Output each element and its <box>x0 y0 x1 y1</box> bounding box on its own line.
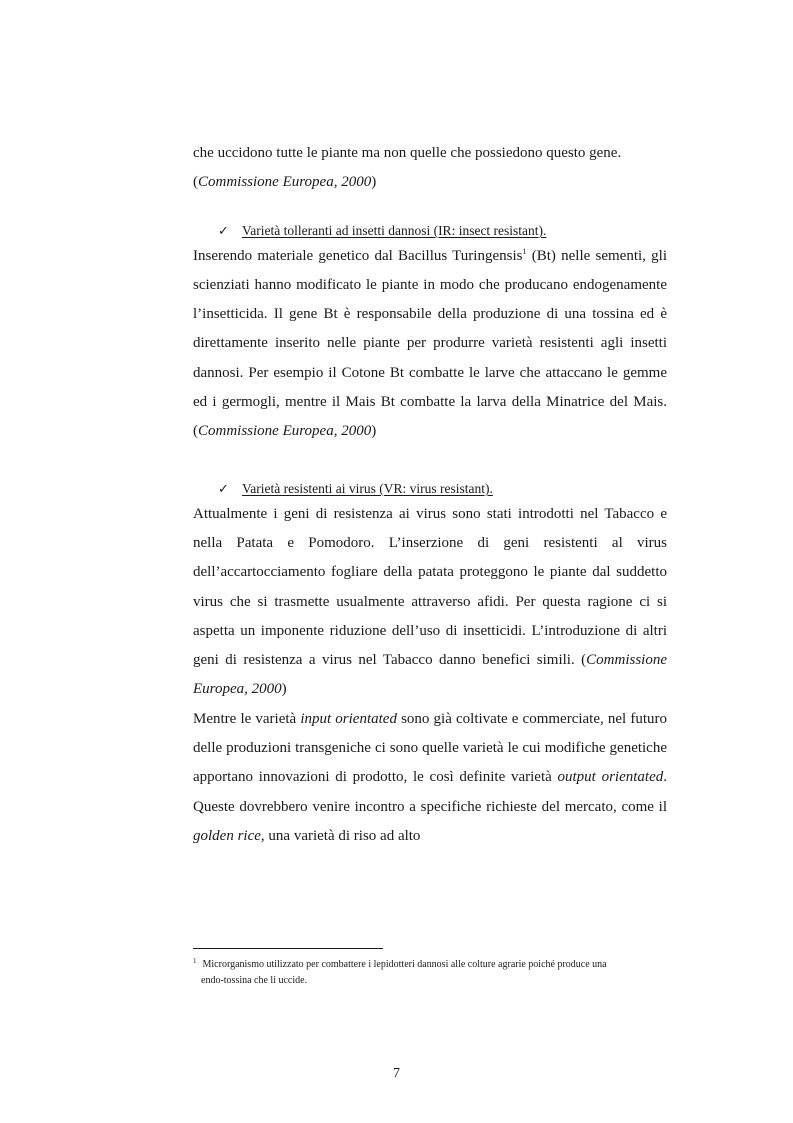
footnote <box>193 957 667 988</box>
heading-label: Varietà tolleranti ad insetti dannosi (IR: insect resistant). <box>242 222 547 238</box>
citation: Commissione Europea, 2000 <box>193 652 667 698</box>
paragraph-output-orientated: Mentre le varietà input orientated sono già coltivate e commerciate, nel futuro delle produzioni transgeniche ci sono quelle varietà le cui modifiche genetiche apportano innovazioni di prodotto, le così definite varietà output orientated. Queste dovrebbero venire incontro a specifiche richieste del mercato, come il golden rice, una varietà di riso ad alto <box>193 710 667 844</box>
footnote-text-line1: Microrganismo utilizzato per combattere i lepidotteri dannosi alle colture agrarie poiché produce una <box>202 959 607 970</box>
checkmark-icon: ✓ <box>218 222 229 238</box>
footnote-number: 1 <box>193 956 197 965</box>
page-body <box>193 139 667 851</box>
paragraph-virus-resistant: Attualmente i geni di resistenza ai virus sono stati introdotti nel Tabacco e nella Patata e Pomodoro. L’inserzione di geni resistenti al virus dell’accartocciamento fogliare della patata proteggono le piante dal suddetto virus che si trasmette usualmente attraverso afidi. Per questa ragione ci si aspetta un imponente riduzione dell’uso di insetticidi. L’introduzione di altri geni di resistenza a virus nel Tabacco danno benefici simili. (Commissione Europea, 2000) <box>193 505 667 698</box>
page-number: 7 <box>393 1066 400 1081</box>
paragraph-insect-resistant: Inserendo materiale genetico dal Bacillus Turingensis$^1$ (Bt) nelle sementi, gli scienziati hanno modificato le piante in modo che producano endogenamente l’insetticida. Il gene Bt è responsabile della produzione di una tossina ed è direttamente inserito nelle piante per produrre varietà resistenti agli insetti dannosi. Per esempio il Cotone Bt combatte le larve che attaccano le gemme ed i germogli, mentre il Mais Bt combatte la larva della Minatrice del Mais. (Commissione Europea, 2000) <box>193 246 667 440</box>
footnote-divider <box>193 948 383 949</box>
checkmark-icon: ✓ <box>218 480 229 496</box>
footnote-reference: 1 <box>522 246 527 256</box>
footnote-text-line2: endo-tossina che li uccide. <box>201 974 308 986</box>
term-golden-rice: golden rice <box>193 827 261 844</box>
term-input-orientated: input orientated <box>300 710 397 727</box>
heading-label: Varietà resistenti ai virus (VR: virus resistant). <box>242 480 493 496</box>
section-heading-virus-resistant <box>193 479 667 499</box>
citation: Commissione Europea, 2000 <box>198 423 372 440</box>
section-heading-insect-resistant <box>193 221 667 241</box>
citation: Commissione Europea, 2000 <box>198 174 372 191</box>
paragraph-intro: che uccidono tutte le piante ma non quelle che possiedono questo gene. (Commissione Europea, 2000) <box>193 145 622 191</box>
term-output-orientated: output orientated <box>557 769 664 786</box>
